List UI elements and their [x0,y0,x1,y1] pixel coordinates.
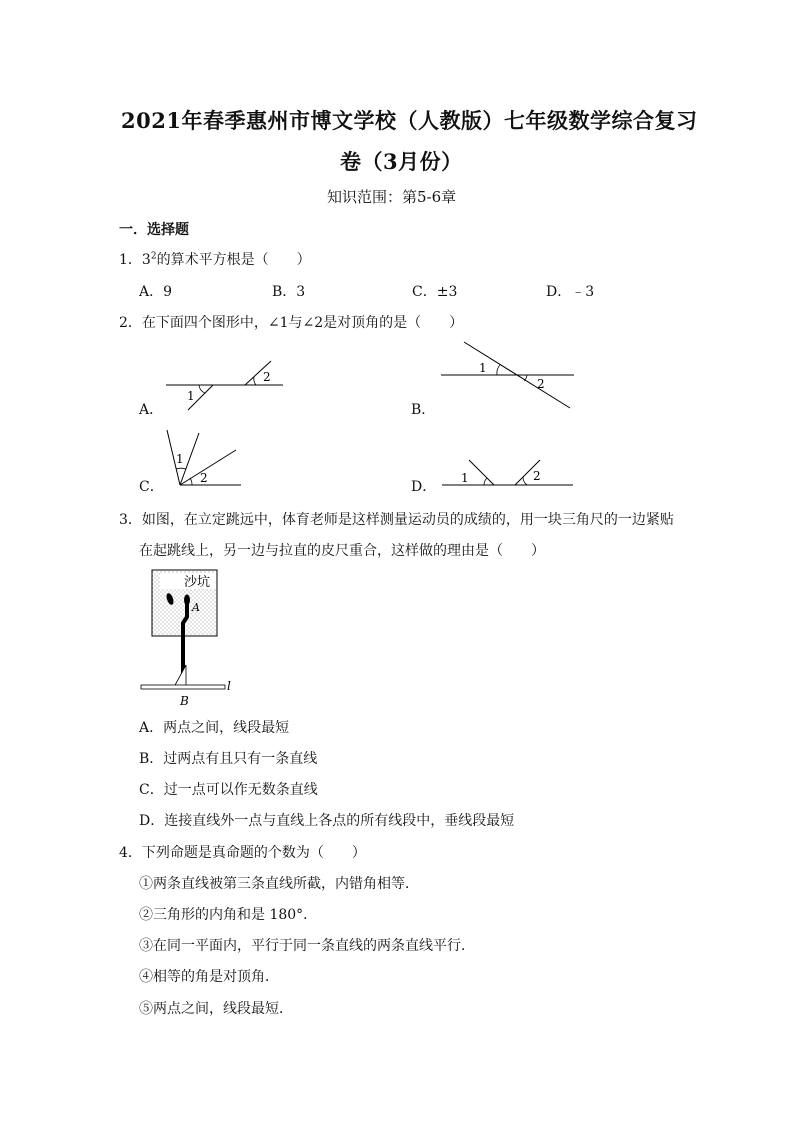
q4-statement-5: ⑤两点之间，线段最短． [139,1001,293,1017]
question-1-stem [119,249,311,269]
angle-2-label: 2 [533,469,541,483]
angle-2-label: 2 [537,377,545,391]
q3-option-a[interactable]: A．两点之间，线段最短 [139,720,290,736]
q1-option-b[interactable]: B．3 [272,284,306,300]
line-l-label: l [227,679,231,693]
q4-statement-3: ③在同一平面内，平行于同一条直线的两条直线平行． [139,938,475,954]
q2-figure-d [430,455,580,495]
q1-option-a[interactable]: A．9 [139,284,173,300]
q4-statement-1: ①两条直线被第三条直线所截，内错角相等． [139,876,419,892]
q2-figure-c [160,425,260,495]
q2-figure-a [150,355,300,415]
q2-option-b-label[interactable]: B． [411,402,436,418]
q3-option-b[interactable]: B．过两点有且只有一条直线 [139,751,318,767]
title-line-2: 卷（3月份） [340,149,463,174]
angle-1-label: 1 [479,361,487,375]
q2-figure-b [430,335,580,415]
take-off-line [141,685,225,689]
angle-2-label: 2 [263,370,271,384]
power-base: 3 [141,252,151,268]
point-a-label: A [192,601,200,614]
q2-option-c-label[interactable]: C． [139,479,164,495]
scope-text: 知识范围：第5-6章 [327,188,457,206]
q4-statement-4: ④相等的角是对顶角． [139,969,279,985]
angle-1-label: 1 [461,471,469,485]
q2-option-a-label[interactable]: A． [139,402,164,418]
point-b-label: B [180,694,189,708]
q3-option-d[interactable]: D．连接直线外一点与直线上各点的所有线段中，垂线段最短 [139,813,515,829]
q1-option-c[interactable]: C．±3 [412,284,458,300]
q3-option-c[interactable]: C．过一点可以作无数条直线 [139,782,318,798]
sandpit-label: 沙坑 [184,575,211,590]
q4-statement-2: ②三角形的内角和是 180°． [139,907,318,923]
q3-long-jump-figure [130,565,250,710]
title-line-1: 2021年春季惠州市博文学校（人教版）七年级数学综合复习 [121,108,698,133]
question-text: 的算术平方根是（ ） [156,252,311,268]
angle-1-label: 1 [176,452,184,466]
q1-option-d[interactable]: D．﹣3 [546,284,595,300]
question-3-stem-line-2: 在起跳线上，另一边与拉直的皮尺重合，这样做的理由是（ ） [139,543,545,559]
question-2-stem: 2．在下面四个图形中，∠1与∠2是对顶角的是（ ） [119,315,464,331]
set-square [174,665,186,687]
angle-2-label: 2 [200,471,208,485]
section-heading: 一．选择题 [119,222,189,238]
question-4-stem: 4．下列命题是真命题的个数为（ ） [119,845,366,861]
angle-1-label: 1 [187,389,195,403]
q2-option-d-label[interactable]: D． [411,479,437,495]
question-number: 1． [119,252,142,268]
question-3-stem-line-1: 3．如图，在立定跳远中，体育老师是这样测量运动员的成绩的，用一块三角尺的一边紧贴 [119,512,674,528]
power-exponent: 2 [150,251,157,262]
